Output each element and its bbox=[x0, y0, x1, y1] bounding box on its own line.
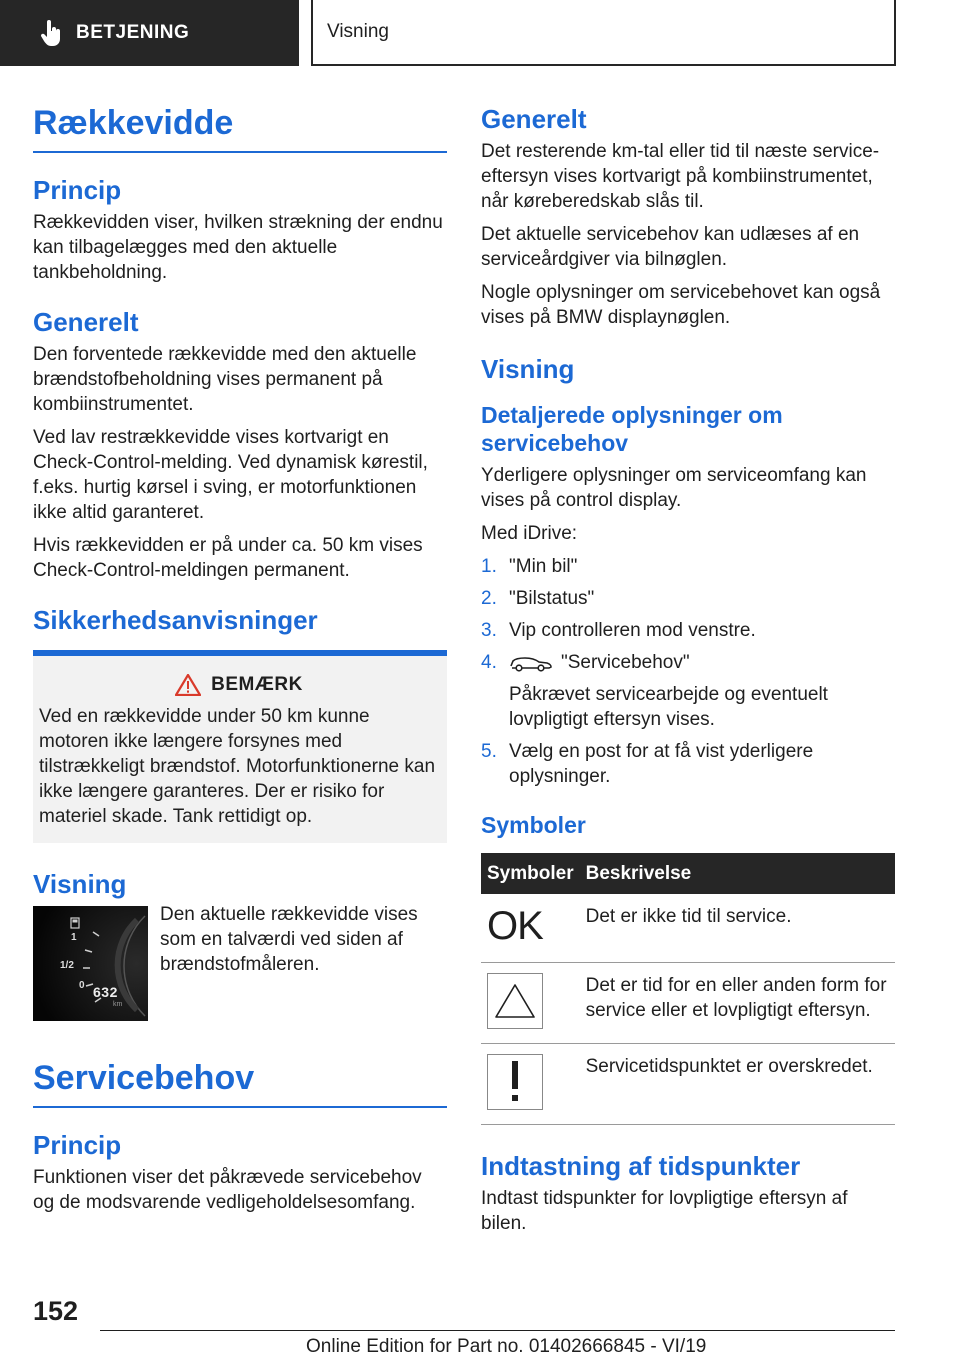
table-cell-description: Servicetidspunktet er overskredet. bbox=[580, 1044, 895, 1125]
heading-indtastning: Indtastning af tidspunkter bbox=[481, 1151, 801, 1181]
heading-princip: Princip bbox=[33, 175, 122, 205]
heading-generelt-right: Generelt bbox=[481, 104, 587, 134]
heading-safety: Sikkerhedsanvisninger bbox=[33, 605, 318, 635]
list-item bbox=[481, 739, 895, 789]
step-text: "Min bil" bbox=[509, 556, 578, 577]
step-number: 3. bbox=[481, 620, 497, 641]
table-header-symbol: Symboler bbox=[481, 853, 580, 894]
step-text: "Servicebehov" bbox=[561, 652, 690, 673]
table-row bbox=[481, 1044, 895, 1125]
footer-edition: Online Edition for Part no. 01402666845 - VI/19 bbox=[306, 1336, 707, 1357]
table-row bbox=[481, 894, 895, 963]
princip-text: Rækkevidden viser, hvilken strækning der endnu kan tilbagelægges med den aktuelle tankbeholdning. bbox=[33, 212, 443, 283]
hand-pointer-icon bbox=[40, 20, 62, 46]
right-paragraph-3: Nogle oplysninger om servicebehovet kan også vises på BMW displaynøglen. bbox=[481, 282, 881, 328]
generelt-paragraph-2: Ved lav restrækkevidde vises kortvarigt en Check-Control-melding. Ved dynamisk kørestil, f.eks. hurtig kørsel i sving, er motorfunktionen ikke altid garanteret. bbox=[33, 427, 428, 523]
display-block bbox=[33, 906, 447, 1021]
warning-triangle-symbol-icon bbox=[487, 973, 543, 1029]
service-princip-text: Funktionen viser det påkrævede servicebehov og de modsvarende vedligeholdelsesomfang. bbox=[33, 1167, 422, 1213]
heading-visning: Visning bbox=[33, 869, 127, 899]
warning-title: BEMÆRK bbox=[211, 674, 303, 695]
warning-triangle-icon bbox=[175, 674, 201, 696]
table-header-row bbox=[481, 853, 895, 894]
heading-symboler: Symboler bbox=[481, 812, 586, 838]
car-service-icon bbox=[509, 654, 553, 672]
warning-box bbox=[33, 650, 447, 843]
section-label: BETJENING bbox=[76, 22, 190, 43]
heading-detail: Detaljerede oplysninger om servicebehov bbox=[481, 402, 783, 456]
visning-text: Den aktuelle rækkevidde vises som en talværdi ved siden af brændstofmåleren. bbox=[160, 904, 418, 975]
heading-range: Rækkevidde bbox=[33, 104, 447, 153]
exclamation-symbol-icon bbox=[487, 1054, 543, 1110]
step-text: Vælg en post for at få vist yderligere oplysninger. bbox=[509, 741, 814, 787]
table-row bbox=[481, 963, 895, 1044]
chapter-title: Visning bbox=[327, 21, 389, 42]
left-column bbox=[33, 96, 447, 1223]
right-paragraph-1: Det resterende km-tal eller tid til næste service-eftersyn vises kortvarigt på kombiinstrumentet, når køreberedskab slås til. bbox=[481, 141, 880, 212]
list-item bbox=[481, 554, 895, 579]
chapter-title-box bbox=[311, 0, 896, 66]
step-number: 1. bbox=[481, 556, 497, 577]
gauge-range-unit: km bbox=[113, 1001, 123, 1008]
step-text: Vip controlleren mod venstre. bbox=[509, 620, 756, 641]
indtastning-text: Indtast tidspunkter for lovpligtige eftersyn af bilen. bbox=[481, 1188, 848, 1234]
footer-divider bbox=[100, 1330, 895, 1331]
step-number: 4. bbox=[481, 652, 497, 673]
detail-text: Yderligere oplysninger om serviceomfang kan vises på control display. bbox=[481, 465, 867, 511]
step-text: "Bilstatus" bbox=[509, 588, 595, 609]
steps-list bbox=[481, 554, 895, 789]
table-cell-description: Det er ikke tid til service. bbox=[580, 894, 895, 963]
ok-symbol-icon: OK bbox=[487, 904, 543, 948]
heading-servicebehov: Servicebehov bbox=[33, 1059, 447, 1108]
right-paragraph-2: Det aktuelle servicebehov kan udlæses af en serviceårdgiver via bilnøglen. bbox=[481, 224, 860, 270]
table-cell-description: Det er tid for en eller anden form for service eller et lovpligtigt eftersyn. bbox=[580, 963, 895, 1044]
gauge-zero-label: 0 bbox=[79, 980, 85, 991]
warning-text: Ved en rækkevidde under 50 km kunne motoren ikke længere forsynes med tilstrækkeligt brændstof. Motorfunktionerne kan ikke længere garanteres. Der er risiko for materiel skade. Tank rettidigt op. bbox=[39, 706, 436, 827]
gauge-range-value: 632 bbox=[93, 984, 118, 1000]
step-subtext: Påkrævet servicearbejde og eventuelt lovpligtigt eftersyn vises. bbox=[509, 684, 828, 730]
heading-service-princip: Princip bbox=[33, 1130, 122, 1160]
step-number: 5. bbox=[481, 741, 497, 762]
generelt-paragraph-3: Hvis rækkevidden er på under ca. 50 km vises Check-Control-meldingen permanent. bbox=[33, 535, 423, 581]
right-column bbox=[481, 96, 895, 1244]
page-number: 152 bbox=[33, 1296, 79, 1326]
heading-visning-right: Visning bbox=[481, 354, 575, 384]
generelt-paragraph-1: Den forventede rækkevidde med den aktuelle brændstofbeholdning vises permanent på kombiinstrumentet. bbox=[33, 344, 417, 415]
fuel-gauge-image bbox=[33, 906, 148, 1021]
warning-header bbox=[39, 674, 439, 696]
section-tab bbox=[0, 0, 299, 66]
table-header-description: Beskrivelse bbox=[580, 853, 895, 894]
idrive-text: Med iDrive: bbox=[481, 523, 578, 544]
heading-generelt: Generelt bbox=[33, 307, 139, 337]
list-item bbox=[481, 618, 895, 643]
gauge-half-label: 1/2 bbox=[60, 960, 74, 971]
list-item bbox=[481, 650, 895, 732]
gauge-one-label: 1 bbox=[71, 932, 77, 943]
symbols-table bbox=[481, 853, 895, 1125]
list-item bbox=[481, 586, 895, 611]
step-number: 2. bbox=[481, 588, 497, 609]
